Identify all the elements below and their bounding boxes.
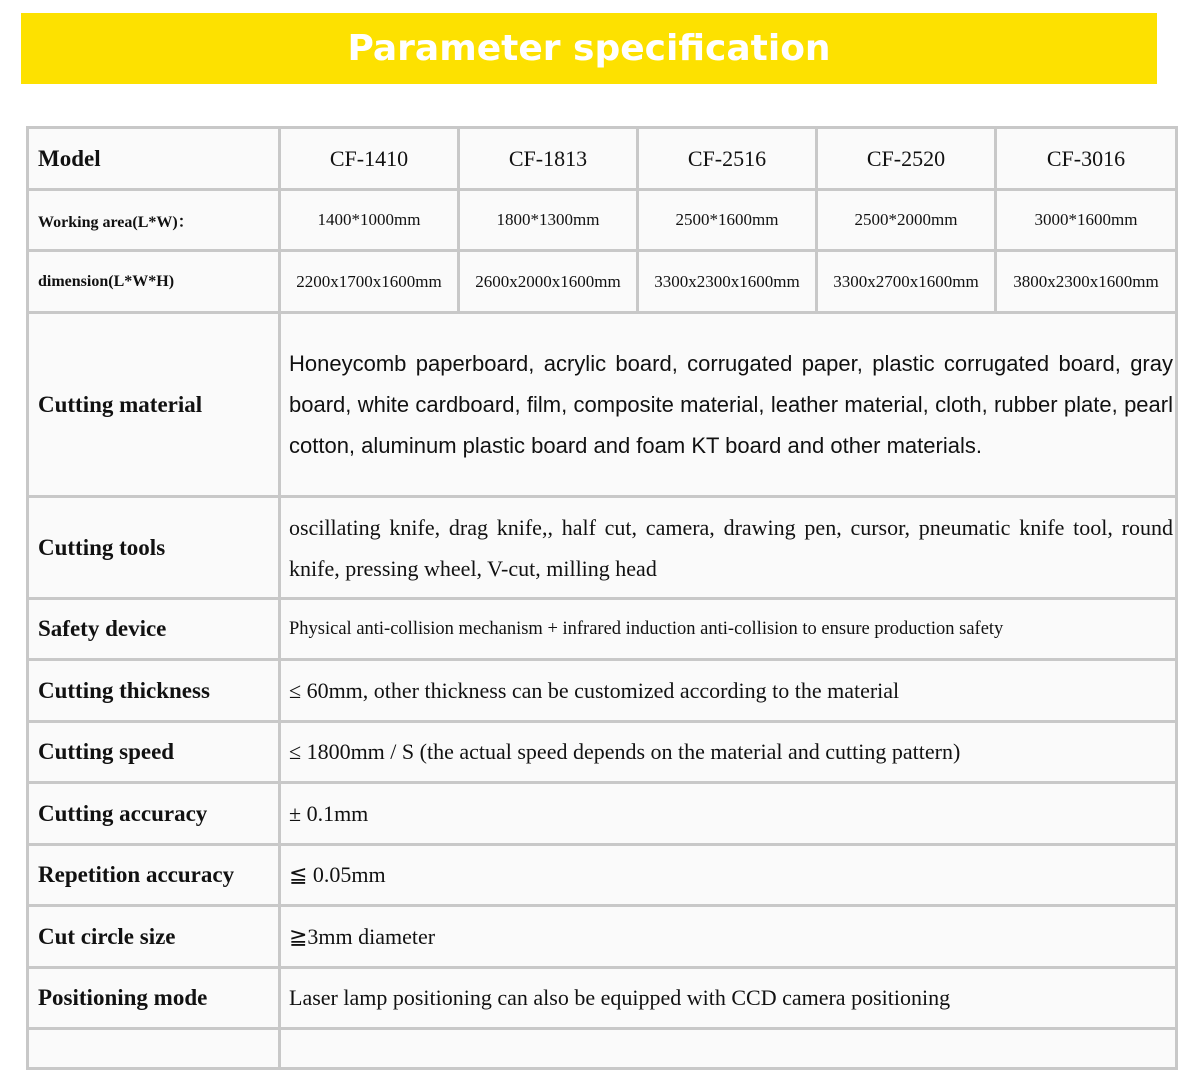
row-label-working-area: Working area(L*W)： xyxy=(28,190,280,251)
table-row-model xyxy=(28,128,1177,190)
row-value-cutting-speed: ≤ 1800mm / S (the actual speed depends on the material and cutting pattern) xyxy=(280,722,1177,783)
table-row-cut-circle-size xyxy=(28,906,1177,968)
row-label-positioning-mode: Positioning mode xyxy=(28,968,280,1029)
row-label-cutting-speed: Cutting speed xyxy=(28,722,280,783)
table-row-cutting-accuracy xyxy=(28,783,1177,845)
row-value-empty xyxy=(280,1029,1177,1069)
value-cell: 3000*1600mm xyxy=(996,190,1177,251)
table-row-repetition-accuracy xyxy=(28,845,1177,906)
row-label-repetition-accuracy: Repetition accuracy xyxy=(28,845,280,906)
value-cell: 2500*2000mm xyxy=(817,190,996,251)
row-label-cutting-accuracy: Cutting accuracy xyxy=(28,783,280,845)
row-label-safety-device: Safety device xyxy=(28,599,280,660)
model-cell: CF-2520 xyxy=(817,128,996,190)
section-banner xyxy=(21,13,1157,84)
table-row-cutting-tools xyxy=(28,497,1177,599)
parameter-table xyxy=(26,126,1178,1070)
row-value-cut-circle-size: ≧3mm diameter xyxy=(280,906,1177,968)
row-label-cutting-tools: Cutting tools xyxy=(28,497,280,599)
table-row-positioning-mode xyxy=(28,968,1177,1029)
row-value-cutting-tools: oscillating knife, drag knife,, half cut, camera, drawing pen, cursor, pneumatic knife tool, round knife, pressing wheel, V-cut, milling head xyxy=(280,497,1177,599)
value-cell: 3300x2700x1600mm xyxy=(817,251,996,313)
row-label-dimension: dimension(L*W*H) xyxy=(28,251,280,313)
row-value-repetition-accuracy: ≦ 0.05mm xyxy=(280,845,1177,906)
table-row-cutting-speed xyxy=(28,722,1177,783)
model-cell: CF-1813 xyxy=(459,128,638,190)
model-cell: CF-1410 xyxy=(280,128,459,190)
table-row-dimension xyxy=(28,251,1177,313)
value-cell: 1800*1300mm xyxy=(459,190,638,251)
row-value-cutting-thickness: ≤ 60mm, other thickness can be customized according to the material xyxy=(280,660,1177,722)
row-value-cutting-accuracy: ± 0.1mm xyxy=(280,783,1177,845)
banner-title: Parameter specification xyxy=(347,28,831,69)
row-label-empty xyxy=(28,1029,280,1069)
row-value-positioning-mode: Laser lamp positioning can also be equipped with CCD camera positioning xyxy=(280,968,1177,1029)
model-cell: CF-3016 xyxy=(996,128,1177,190)
row-value-safety-device: Physical anti-collision mechanism + infrared induction anti-collision to ensure production safety xyxy=(280,599,1177,660)
row-value-cutting-material: Honeycomb paperboard, acrylic board, corrugated paper, plastic corrugated board, gray board, white cardboard, film, composite material, leather material, cloth, rubber plate, pearl cotton, aluminum plastic board and foam KT board and other materials. xyxy=(280,313,1177,497)
value-cell: 2500*1600mm xyxy=(638,190,817,251)
table-row-working-area xyxy=(28,190,1177,251)
table-row-cutting-material xyxy=(28,313,1177,497)
value-cell: 1400*1000mm xyxy=(280,190,459,251)
value-cell: 2200x1700x1600mm xyxy=(280,251,459,313)
value-cell: 3300x2300x1600mm xyxy=(638,251,817,313)
value-cell: 3800x2300x1600mm xyxy=(996,251,1177,313)
row-label-model: Model xyxy=(28,128,280,190)
table-row-cut-off xyxy=(28,1029,1177,1069)
table-row-cutting-thickness xyxy=(28,660,1177,722)
model-cell: CF-2516 xyxy=(638,128,817,190)
row-label-cutting-material: Cutting material xyxy=(28,313,280,497)
table-row-safety-device xyxy=(28,599,1177,660)
value-cell: 2600x2000x1600mm xyxy=(459,251,638,313)
row-label-cutting-thickness: Cutting thickness xyxy=(28,660,280,722)
row-label-cut-circle-size: Cut circle size xyxy=(28,906,280,968)
